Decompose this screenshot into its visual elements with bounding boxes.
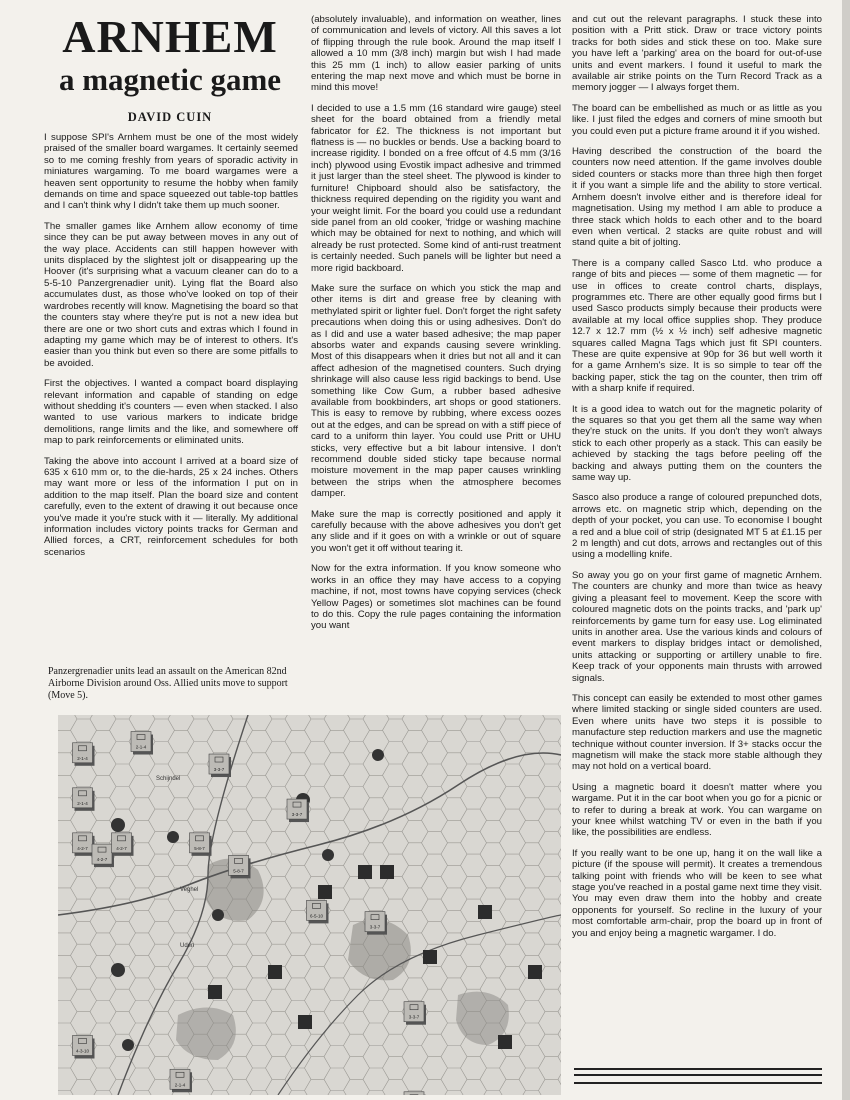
paragraph: Make sure the map is correctly positioned and apply it carefully because with the above adhesives you don't get any slide and if it goes on with a wrinkle or out of square you won't get it off without tearing it.	[311, 508, 561, 554]
paragraph: Using a magnetic board it doesn't matter where you wargame. Put it in the car boot when you go for a picnic or to refer to during a break at work. You can wargame on your knee whilst watching TV or even in the bath if you like, the possibilities are endless.	[572, 781, 822, 839]
unit-counter	[404, 1092, 426, 1095]
unit-counter	[209, 754, 231, 777]
unit-strength-label: 5-8-7	[233, 868, 244, 874]
unit-strength-label: 6-5-10	[309, 913, 324, 919]
unit-counter	[307, 900, 329, 923]
unit-counter	[112, 833, 134, 856]
unit-strength-label: 4-2-7	[116, 845, 127, 851]
magnetic-marker	[208, 985, 222, 999]
place-label: Schijndel	[156, 776, 181, 782]
unit-counter	[73, 833, 95, 856]
article-author: DAVID CUIN	[127, 110, 213, 124]
unit-strength-label: 3-3-7	[291, 812, 303, 818]
end-of-article-rule	[574, 1068, 822, 1084]
unit-strength-label: 4-2-7	[96, 857, 108, 863]
unit-counter	[73, 1035, 95, 1058]
unit-counter	[287, 799, 309, 822]
magnetic-marker	[358, 865, 372, 879]
game-map-photo	[58, 715, 561, 1095]
unit-strength-label: 2-1-4	[77, 800, 88, 806]
hex-map	[58, 715, 561, 1095]
magnetic-marker	[318, 885, 332, 899]
unit-counter	[404, 1002, 426, 1025]
magnetic-marker	[423, 950, 437, 964]
unit-counter	[229, 855, 251, 878]
unit-strength-label: 4-2-7	[77, 845, 88, 851]
unit-counter	[170, 1069, 192, 1092]
paragraph: (absolutely invaluable), and information on weather, lines of communication and levels of victory. All this saves a lot of flipping through the rule book. Around the map itself I allowed a 10 mm (3/8 inch) margin but wish I had made this 25 mm (1 inch) to allow easier parking of units entering the map next move and which must be borne in mind this move!	[311, 14, 561, 94]
paragraph: Sasco also produce a range of coloured prepunched dots, arrows etc. on magnetic strip which, depending on the depth of your pocket, you can use. To economise I bought a red and a blue coil of strip (designated MT 5 at £1.15 per 2 m length) and cut dots, arrows and rectangles out of this using a modelling knife.	[572, 492, 822, 561]
map-caption: Panzergrenadier units lead an assault on the American 82nd Airborne Division around Oss. Allied units move to support (Move 5).	[48, 666, 288, 702]
paragraph: So away you go on your first game of magnetic Arnhem. The counters are chunky and more than twice as heavy giving a pleasant feel to movement. Keep the score with coloured magnetic dots on the points tracks, and 'park up' reinforcements by game turn for easy use. Log eliminated units in another area. Use the various kinds and colours of event markers to display bridges intact or demolished, units attacking or supporting or artillery unable to fire. Keep track of your opponents main thrusts with arrowed signals.	[572, 569, 822, 684]
magnetic-marker	[298, 1015, 312, 1029]
article-title: ARNHEM	[62, 11, 278, 62]
town-dot	[322, 849, 334, 861]
town-dot	[212, 909, 224, 921]
unit-counter	[73, 788, 95, 811]
unit-counter	[92, 844, 114, 867]
unit-strength-label: 2-1-4	[174, 1082, 186, 1088]
text-column-1	[44, 132, 298, 567]
town-dot	[122, 1039, 134, 1051]
paragraph: There is a company called Sasco Ltd. who produce a range of bits and pieces — some of them magnetic — for use in offices to create control charts, displays, programmes etc. There are other equally good firms but I used Sasco products simply because their products were available at my local office supplies shop. They produce 12.7 x 12.7 mm (½ x ½ inch) self adhesive magnetic squares called Magna Tags which just fit SPI counters. These are quite expensive at 90p for 36 but well worth it for a game Arnhem's size. It is so simple to tear off the backing paper, stick the tag on the counter, then trim off with a sharp knife if required.	[572, 257, 822, 395]
paragraph: The smaller games like Arnhem allow economy of time since they can be put away between moves in any out of the way place. Accidents can still happen however with units displaced by the slightest jolt or disappearing up the Hoover (it's surprising what a vacuum cleaner can do to a 5-5-10 Panzergrenadier unit). Lying flat the Board also accumulates dust, as those who've looked on top of their wardrobes recently will know. Magnetising the board so that the counters stay where they're put is not a new idea but there are one or two short cuts and extras which I found in adapting my game which may be of interest to others. It's easier than you think but even so there are some pitfalls to be avoided.	[44, 220, 298, 369]
town-dot	[372, 749, 384, 761]
paragraph: Make sure the surface on which you stick the map and other items is dirt and grease free by cleaning with methylated spirit or lighter fuel. Don't forget the right safety precautions when doing this or using adhesives. Don't do as I did and use a water based adhesive; the map paper absorbs water and expands causing severe wrinkling. Most of this disappears when it dries but not all and it can affect adhesion of the magnetised counters. Such drying shrinkage will also cause less rigid backings to bend. Use something like Cow Gum, a rubber based adhesive available from bookbinders, art shops or good stationers. This is easy to remove by rubbing, where excess oozes out at the edges, and can be spread on with a stiff piece of card to a uniform thin layer. You could use Pritt or UHU sticks, very effective but a bit labour intensive. I don't recommend double sided sticky tape because normal moisture movement in the map paper causes wrinkling between the strips when the atmosphere becomes damper.	[311, 282, 561, 500]
paragraph: First the objectives. I wanted a compact board displaying relevant information and capable of standing on edge without shedding it's counters — even when stacked. I also wanted to use various markers to indicate bridge demolitions, range limits and the like, and somewhere off map to park reinforcements or eliminated units.	[44, 378, 298, 447]
unit-counter	[190, 833, 212, 856]
unit-strength-label: 3-3-7	[369, 924, 381, 930]
magnetic-marker	[528, 965, 542, 979]
magnetic-marker	[268, 965, 282, 979]
paragraph: It is a good idea to watch out for the magnetic polarity of the squares so that you get them all the same way when they're stuck on the units. If you don't they won't always stick to each other properly as a stack. This can easily be achieved by stacking the tags before peeling off the backing and always putting them on the counters the same way up.	[572, 403, 822, 484]
paragraph: If you really want to be one up, hang it on the wall like a picture (if the spouse will permit). It creates a tremendous talking point with friends who will be keen to see what stage you've reached in a postal game next time they visit. You may even draw them into the hobby and create opponents for yourself. So recline in the luxury of your most comfortable arm-chair, prop the board up in front of you and enjoy being a magnetic wargamer. I do.	[572, 847, 822, 939]
unit-strength-label: 4-3-10	[75, 1048, 90, 1054]
paragraph: The board can be embellished as much or as little as you like. I just filed the edges and corners of mine smooth but you could even put a picture frame around it if you wished.	[572, 102, 822, 137]
unit-counter	[131, 732, 153, 755]
paragraph: This concept can easily be extended to most other games where limited stacking or single sided counters are used. Even where units have two steps it is possible to manufacture step reduction markers and use the magnetic technique without counter inversion. If 3+ stacks occur the magnetism will make the stack more stable although they may not hold on a vertical board.	[572, 692, 822, 773]
magnetic-marker	[498, 1035, 512, 1049]
magnetic-marker	[380, 865, 394, 879]
paragraph: Having described the construction of the board the counters now need attention. If the game involves double sided counters or stacks more than three high then forget it if you want a simple life and the ability to store vertical. Arnhem doesn't involve either and is therefore ideal for magnetisation. Using my method I am able to produce a three stack which holds to each other and to the board even when vertical. 2 stacks are quite robust and will stand quite a bit of jolting.	[572, 146, 822, 249]
woods-areas	[176, 859, 509, 1060]
paragraph: Taking the above into account I arrived at a board size of 635 x 610 mm or, to the die-hards, 25 x 24 inches. Others may want more or less of the information I put on in addition to the map itself. Plan the board size and content carefully, even to the extent of drawing it out because once you've made it you're stuck with it — literally. My additional information includes victory points tracks for German and Allied forces, a CRT, reinforcement schedules for both scenarios	[44, 455, 298, 558]
unit-strength-label: 2-1-4	[77, 755, 88, 761]
page-edge	[842, 0, 850, 1100]
text-column-3	[572, 14, 822, 948]
magnetic-marker	[478, 905, 492, 919]
article-subtitle: a magnetic game	[58, 62, 282, 97]
place-label: Uden	[180, 943, 195, 949]
unit-strength-label: 2-1-4	[135, 744, 147, 750]
town-dot	[111, 963, 125, 977]
town-dot	[111, 818, 125, 832]
paragraph: and cut out the relevant paragraphs. I stuck these into position with a Pritt stick. Draw or trace victory points tracks for both sides and stick these on too. Make sure you have left a 'parking' area on the board for out-of-use units and event markers. I found it useful to mark the available air strike points on the Turn Record Track as a memory jogger — I always forget them.	[572, 14, 822, 94]
unit-strength-label: 3-3-7	[408, 1014, 420, 1020]
paragraph: I suppose SPI's Arnhem must be one of the most widely praised of the smaller board wargames. It certainly seemed so to me coming freshly from years of sporadic activity in miniatures wargaming. To me board wargames were a heaven sent opportunity to resume the hobby when family demands on time and space squeezed out table-top battles and I can't think why I didn't take them up much sooner.	[44, 132, 298, 212]
text-column-2	[311, 14, 561, 641]
unit-counter	[73, 743, 95, 766]
paragraph: Now for the extra information. If you know someone who works in an office they may have access to a copying machine, if not, most towns have copying services (check Yellow Pages) or sometimes slot machines can be found to do this. Copy the rule pages containing the information you want	[311, 563, 561, 632]
unit-strength-label: 3-3-7	[213, 767, 225, 773]
place-label: Veghel	[180, 887, 199, 893]
woods-area	[176, 1008, 236, 1061]
paragraph: I decided to use a 1.5 mm (16 standard wire gauge) steel sheet for the board obtained from a friendly metal fabricator for £2. The thickness is not important but flatness is — no buckles or bends. Use a backing board to increase rigidity. I bonded on a free offcut of 4.5 mm (3/16 inch) plywood using Evostik impact adhesive and trimmed it just larger than the steel sheet. The plywood is kinder to furniture! Chipboard should also be satisfactory, the thickness required depending on the rigidity you want and your weight limit. For the board you could use a redundant side panel from an old cooker, 'fridge or washing machine which may be obtained for next to nothing, and which will already be rust protected. Some kind of anti-rust treatment is certainly needed. Such panels will be lighter but need a more rigid backboard.	[311, 102, 561, 274]
unit-counter	[365, 912, 387, 935]
town-dot	[167, 831, 179, 843]
unit-strength-label: 5-8-7	[194, 845, 205, 851]
